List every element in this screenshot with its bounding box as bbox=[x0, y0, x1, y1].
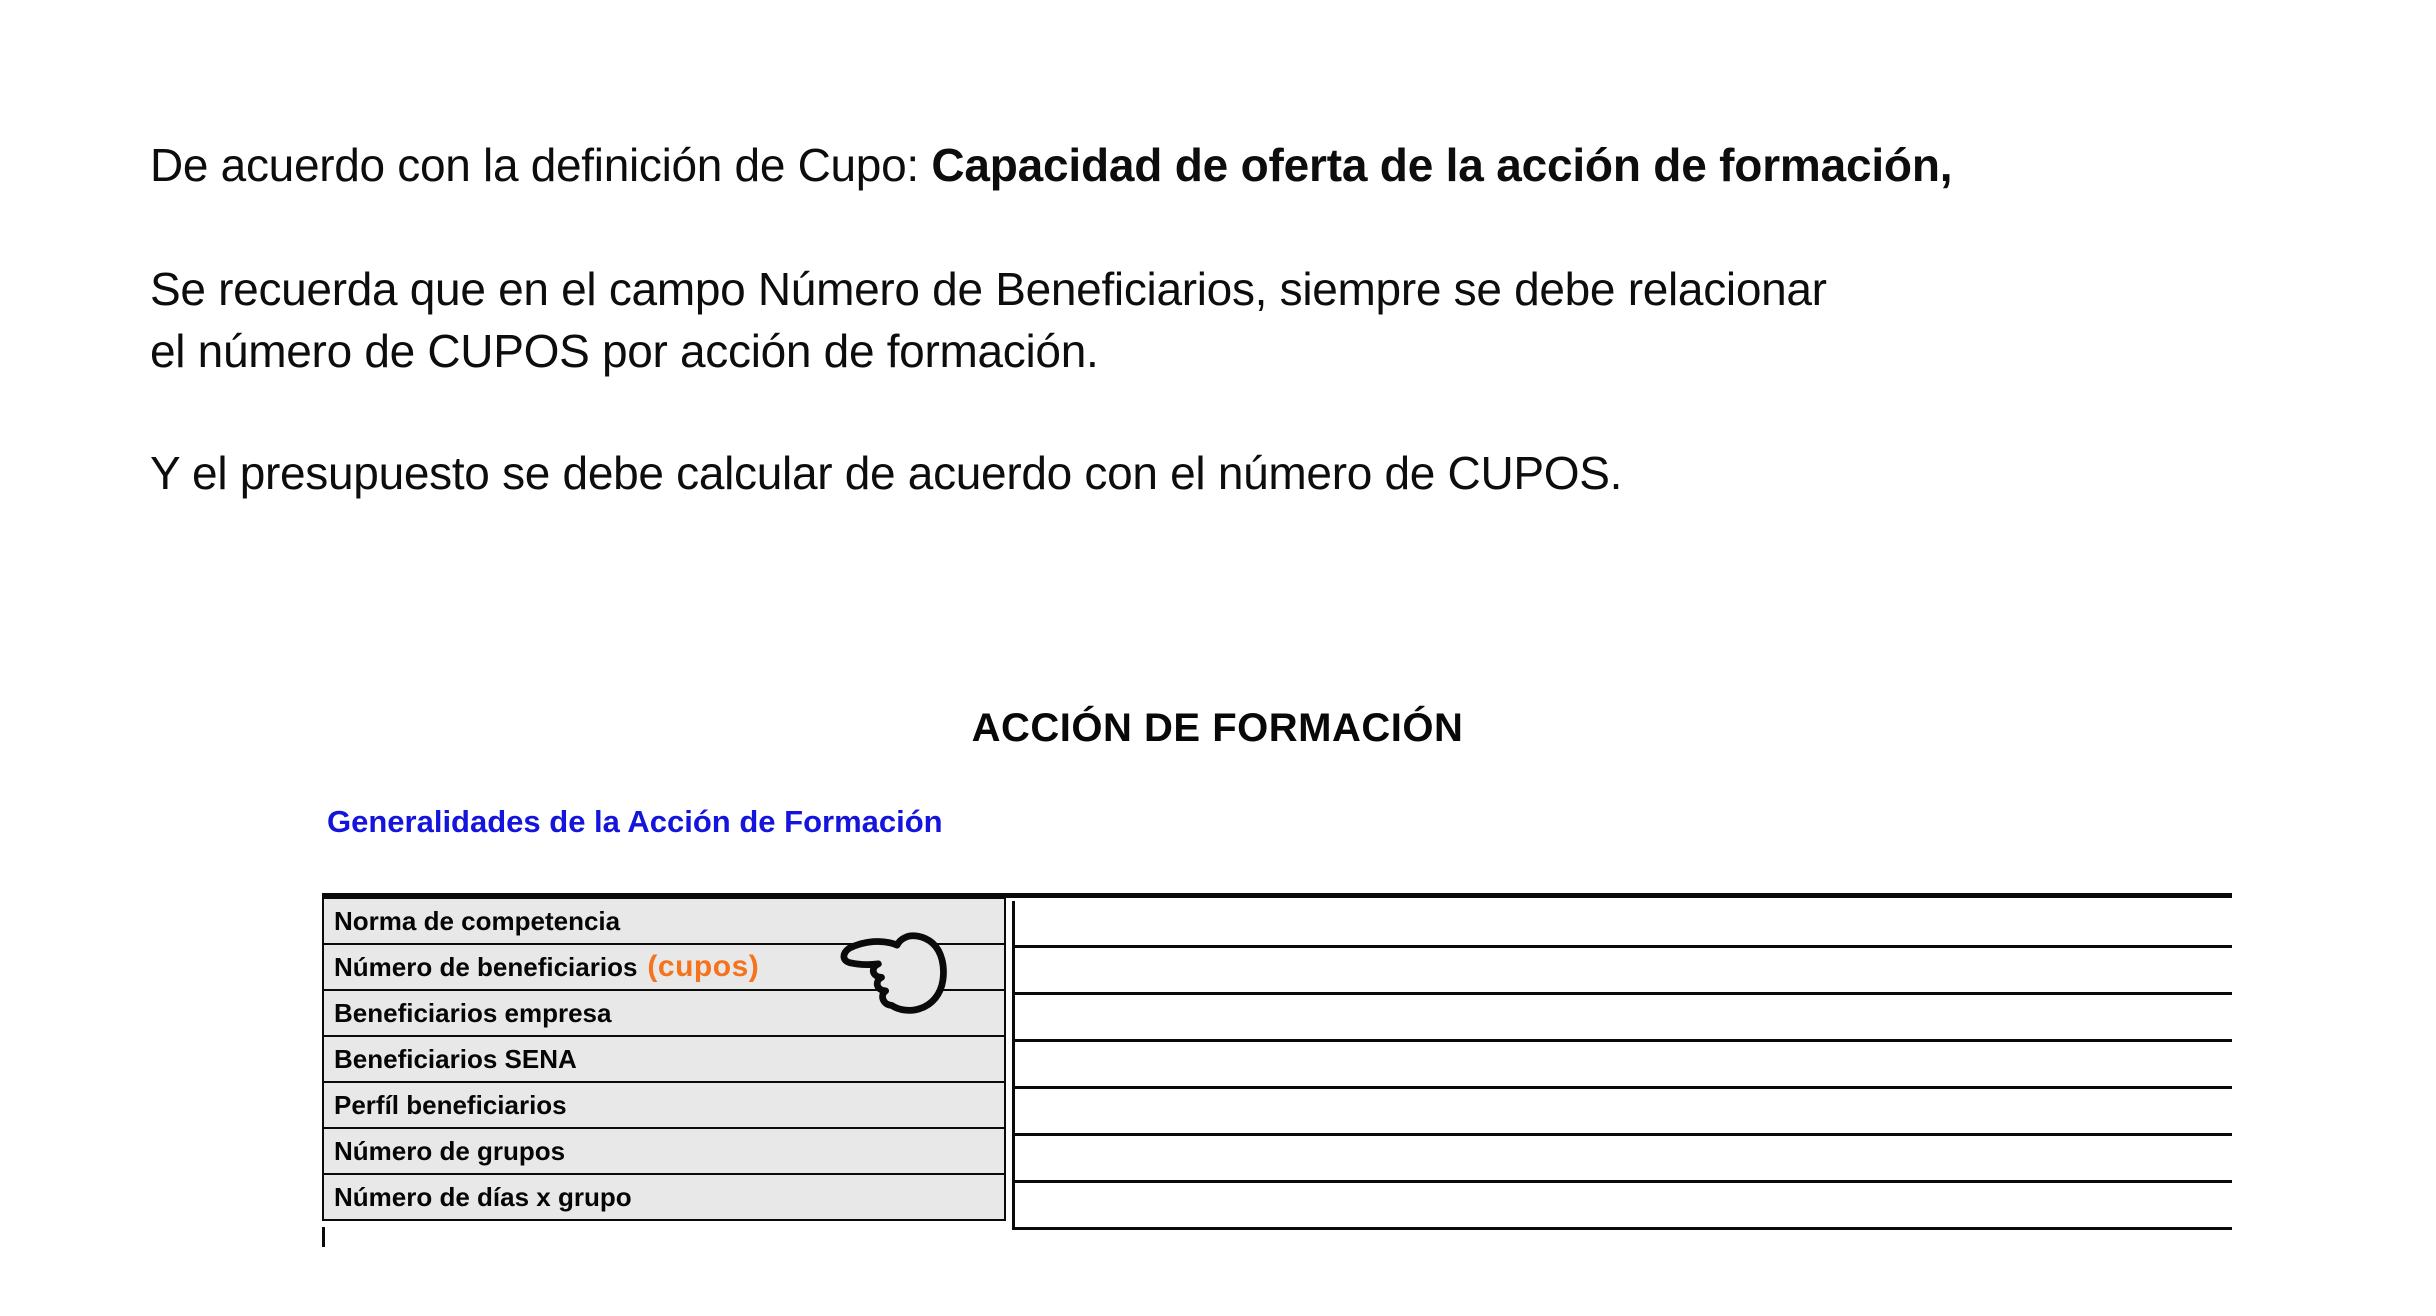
form-title: ACCIÓN DE FORMACIÓN bbox=[971, 706, 1464, 750]
row-label-text: Norma de competencia bbox=[334, 905, 621, 936]
row-value-input[interactable] bbox=[1012, 1089, 2232, 1136]
form-section-title: Generalidades de la Acción de Formación bbox=[327, 804, 943, 839]
paragraph-definition-regular: De acuerdo con la definición de Cupo: bbox=[150, 139, 932, 191]
pointing-hand-icon bbox=[836, 915, 954, 1019]
row-label-text: Número de grupos bbox=[334, 1135, 566, 1166]
paragraph-reminder-line1: Se recuerda que en el campo Número de Beneficiarios, siempre se debe relacionar bbox=[150, 263, 1827, 315]
cupos-accent-label: (cupos) bbox=[647, 950, 760, 983]
paragraph-reminder bbox=[150, 258, 1827, 382]
row-label-numero-de-dias-x-grupo bbox=[322, 1174, 1006, 1221]
row-value-input[interactable] bbox=[1012, 995, 2232, 1042]
row-label-beneficiarios-sena bbox=[322, 1036, 1006, 1083]
row-label-text: Perfíl beneficiarios bbox=[334, 1089, 567, 1120]
row-label-text: Número de beneficiarios bbox=[334, 951, 638, 982]
paragraph-definition-bold: Capacidad de oferta de la acción de formación, bbox=[931, 139, 1953, 191]
row-value-input[interactable] bbox=[1012, 948, 2232, 995]
row-value-input[interactable] bbox=[1012, 1183, 2232, 1230]
table-left-border-tail bbox=[322, 1227, 325, 1247]
row-label-text: Beneficiarios empresa bbox=[334, 997, 612, 1028]
paragraph-budget: Y el presupuesto se debe calcular de acuerdo con el número de CUPOS. bbox=[150, 447, 1623, 499]
paragraph-reminder-line2: el número de CUPOS por acción de formación. bbox=[150, 325, 1099, 377]
row-label-numero-de-grupos bbox=[322, 1128, 1006, 1175]
row-label-text: Número de días x grupo bbox=[334, 1181, 632, 1212]
table-value-column bbox=[1012, 901, 2232, 1230]
row-label-perfil-beneficiarios bbox=[322, 1082, 1006, 1129]
row-value-input[interactable] bbox=[1012, 1136, 2232, 1183]
row-value-input[interactable] bbox=[1012, 901, 2232, 948]
paragraph-definition bbox=[150, 134, 1952, 196]
row-label-text: Beneficiarios SENA bbox=[334, 1043, 577, 1074]
row-value-input[interactable] bbox=[1012, 1042, 2232, 1089]
